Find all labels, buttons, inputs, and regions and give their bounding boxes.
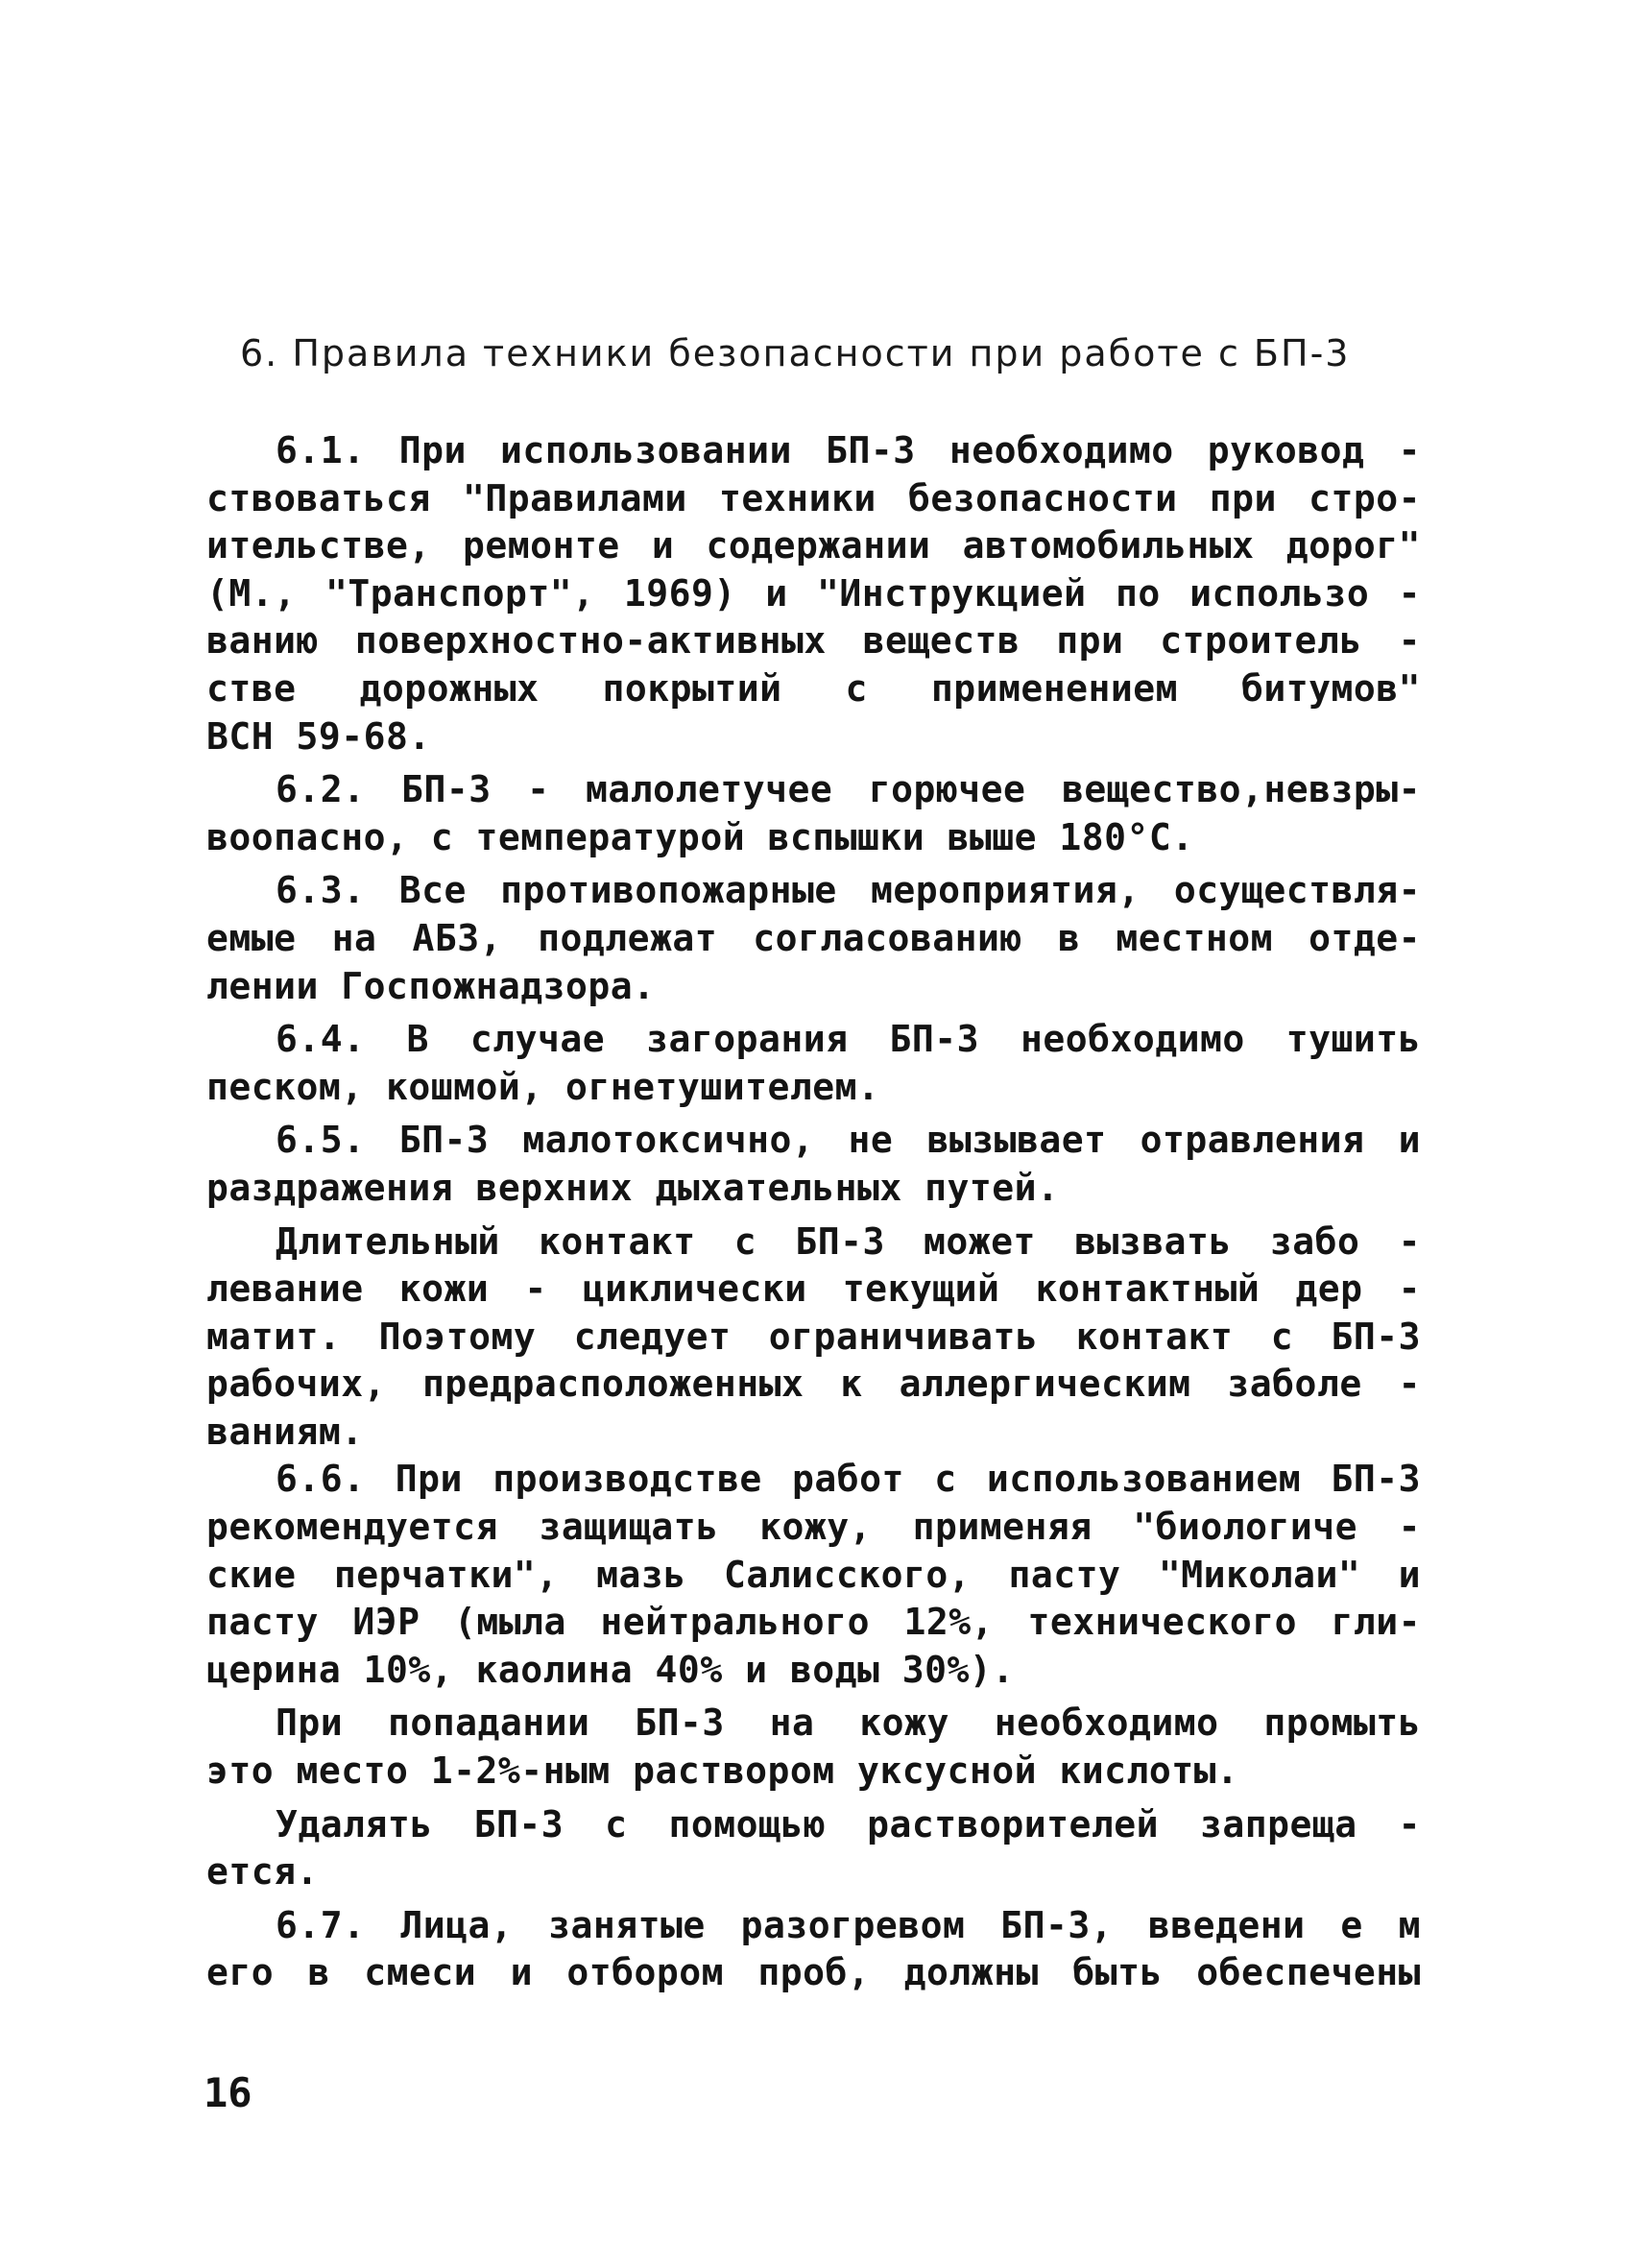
- text-line: емые на АБЗ, подлежат согласованию в местном отде-: [206, 916, 1421, 959]
- text-line: 6.2. БП-3 - малолетучее горючее вещество,невзры-: [276, 768, 1421, 811]
- text-line: воопасно, с температурой вспышки выше 180°С.: [206, 815, 1194, 858]
- text-line: стве дорожных покрытий с применением битумов": [206, 666, 1421, 710]
- text-line: рабочих, предрасположенных к аллергическим заболе -: [206, 1363, 1421, 1406]
- section-body: [206, 427, 1421, 1997]
- text-line: ванию поверхностно-активных веществ при строитель -: [206, 619, 1421, 663]
- text-line: ские перчатки", мазь Салисского, пасту "Миколаи" и: [206, 1553, 1421, 1596]
- text-line: ительстве, ремонте и содержании автомобильных дорог": [206, 524, 1421, 567]
- text-line: песком, кошмой, огнетушителем.: [206, 1065, 880, 1108]
- text-line: 6.7. Лица, занятые разогревом БП-3, введени е м: [276, 1903, 1421, 1946]
- text-line: ваниям.: [206, 1410, 364, 1453]
- text-line: Удалять БП-3 с помощью растворителей запреща -: [276, 1802, 1421, 1846]
- text-line: ствоваться "Правилами техники безопасности при стро-: [206, 476, 1421, 519]
- text-line: лении Госпожнадзора.: [206, 964, 656, 1007]
- page-number: 16: [204, 2069, 252, 2116]
- text-line: церина 10%, каолина 40% и воды 30%).: [206, 1648, 1015, 1691]
- text-line: раздражения верхних дыхательных путей.: [206, 1166, 1060, 1209]
- text-line: его в смеси и отбором проб, должны быть обеспечены: [206, 1951, 1421, 1994]
- text-line: Длительный контакт с БП-3 может вызвать забо -: [276, 1219, 1421, 1263]
- text-line: 6.5. БП-3 малотоксично, не вызывает отравления и: [276, 1119, 1421, 1162]
- section-heading: 6. Правила техники безопасности при работе с БП-3: [240, 332, 1351, 374]
- text-line: 6.6. При производстве работ с использованием БП-3: [276, 1458, 1421, 1501]
- text-line: рекомендуется защищать кожу, применяя "биологиче -: [206, 1506, 1421, 1549]
- text-line: это место 1-2%-ным раствором уксусной кислоты.: [206, 1749, 1239, 1793]
- text-line: 6.1. При использовании БП-3 необходимо руковод -: [276, 429, 1421, 471]
- text-line: 6.4. В случае загорания БП-3 необходимо тушить: [276, 1018, 1421, 1061]
- text-line: левание кожи - циклически текущий контактный дер -: [206, 1267, 1421, 1311]
- text-line: матит. Поэтому следует ограничивать контакт с БП-3: [206, 1315, 1421, 1358]
- text-line: При попадании БП-3 на кожу необходимо промыть: [276, 1701, 1421, 1745]
- text-line: 6.3. Все противопожарные мероприятия, осуществля-: [276, 869, 1421, 912]
- text-line: пасту ИЭР (мыла нейтрального 12%, технического гли-: [206, 1601, 1421, 1644]
- text-line: ется.: [206, 1850, 319, 1894]
- text-line: (М., "Транспорт", 1969) и "Инструкцией по использо -: [206, 571, 1421, 615]
- text-line: ВСН 59-68.: [206, 714, 431, 758]
